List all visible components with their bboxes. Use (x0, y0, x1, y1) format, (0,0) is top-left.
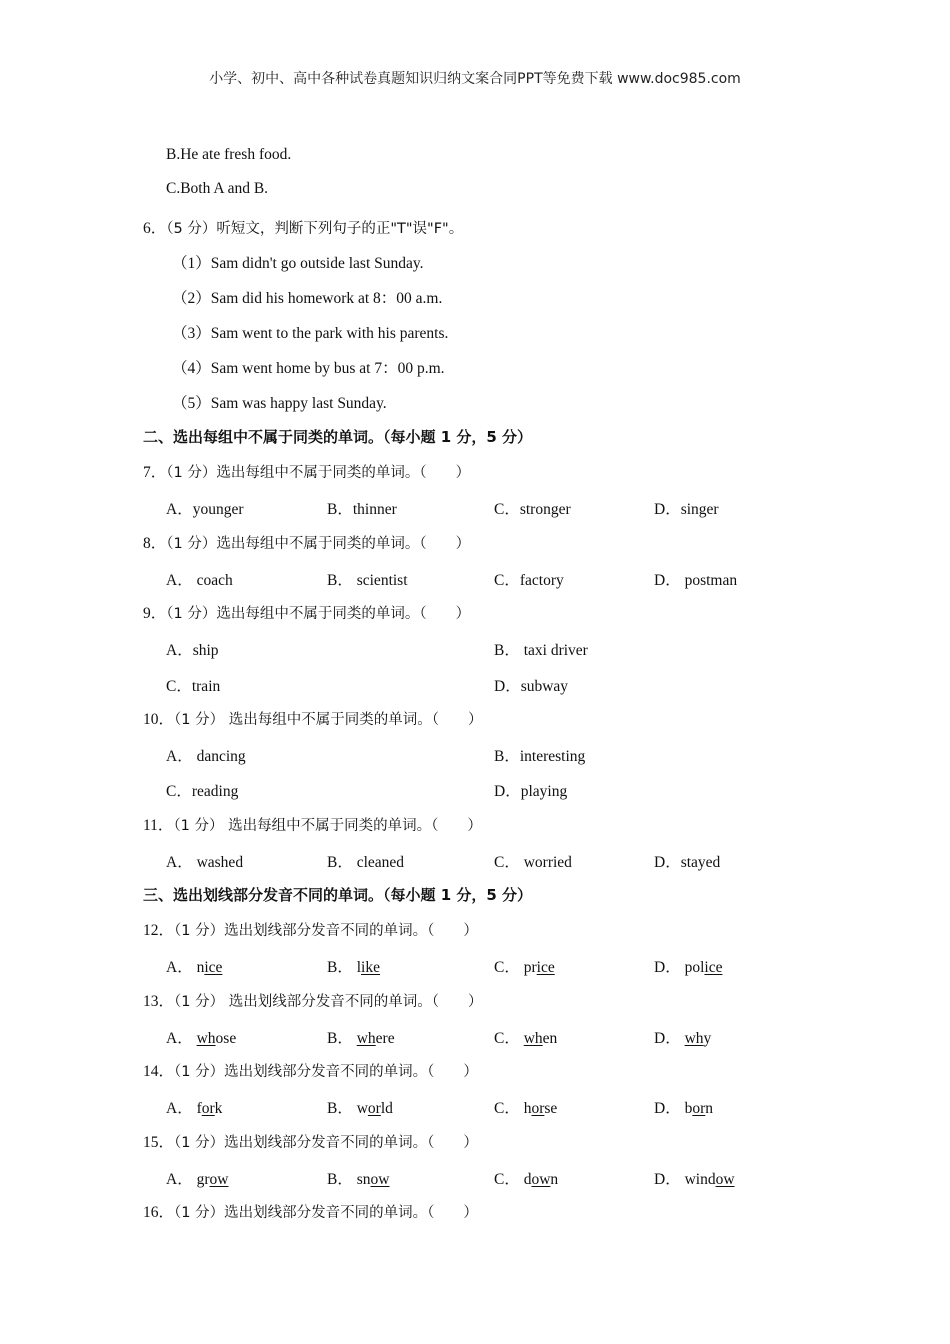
question-number: 9． (143, 605, 167, 622)
option-c: C．stronger (494, 501, 571, 518)
q6-stem (143, 216, 463, 238)
question-number: 13． (143, 993, 175, 1010)
section-2-heading: 二、选出每组中不属于同类的单词。（每小题 1 分，5 分） (143, 428, 533, 446)
option-a: A． washed (166, 854, 244, 871)
option-d: D． born (654, 1100, 713, 1117)
question-11-stem (143, 813, 482, 835)
question-text: （1 分）选出划线部分发音不同的单词。（ ） (174, 1205, 478, 1221)
option-d: D．stayed (654, 854, 721, 871)
option-d: D． postman (654, 572, 738, 589)
option-b: B． like (327, 959, 380, 976)
question-number: 16． (143, 1204, 175, 1221)
option-c: C．factory (494, 572, 564, 589)
option-b: B． snow (327, 1171, 390, 1188)
option-a: A． dancing (166, 748, 246, 765)
option-d: D． window (654, 1171, 735, 1188)
page-header: 小学、初中、高中各种试卷真题知识归纳文案合同PPT等免费下载 www.doc985.com (209, 71, 741, 87)
question-number: 10． (143, 711, 175, 728)
option-c: C． when (494, 1030, 558, 1047)
question-number: 8． (143, 535, 167, 552)
question-text: （1 分） 选出每组中不属于同类的单词。（ ） (174, 712, 483, 728)
option-d: D． why (654, 1030, 712, 1047)
question-8-stem (143, 531, 470, 553)
option-d: D． police (654, 959, 723, 976)
question-number: 14． (143, 1063, 175, 1080)
question-9-stem (143, 601, 470, 623)
option-c: C．train (166, 678, 221, 695)
option-a: A． coach (166, 572, 233, 589)
question-text: （1 分）选出划线部分发音不同的单词。（ ） (174, 1064, 478, 1080)
q6-number: 6． (143, 220, 167, 237)
question-text: （1 分）选出每组中不属于同类的单词。（ ） (166, 606, 471, 622)
section-3-heading: 三、选出划线部分发音不同的单词。（每小题 1 分，5 分） (143, 886, 533, 904)
question-7-stem (143, 460, 470, 482)
option-a: A． nice (166, 959, 223, 976)
q5-option-c: C.Both A and B. (166, 180, 269, 197)
option-c: C． price (494, 959, 555, 976)
question-text: （1 分）选出每组中不属于同类的单词。（ ） (166, 536, 471, 552)
q6-item: （4）Sam went home by bus at 7：00 p.m. (172, 360, 445, 377)
question-16-stem (143, 1200, 478, 1222)
question-text: （1 分） 选出每组中不属于同类的单词。（ ） (173, 818, 482, 834)
question-text: （1 分）选出划线部分发音不同的单词。（ ） (174, 1135, 478, 1151)
option-a: A．younger (166, 501, 244, 518)
q6-item: （2）Sam did his homework at 8：00 a.m. (172, 290, 443, 307)
question-text: （1 分） 选出划线部分发音不同的单词。（ ） (174, 994, 483, 1010)
option-b: B．interesting (494, 748, 586, 765)
option-d: D．playing (494, 783, 568, 800)
option-a: A．ship (166, 642, 219, 659)
question-text: （1 分）选出每组中不属于同类的单词。（ ） (166, 465, 471, 481)
question-number: 12． (143, 922, 175, 939)
option-a: A． fork (166, 1100, 223, 1117)
option-d: D．singer (654, 501, 719, 518)
question-15-stem (143, 1130, 478, 1152)
question-number: 11． (143, 817, 174, 834)
option-d: D．subway (494, 678, 569, 695)
question-number: 15． (143, 1134, 175, 1151)
option-b: B． scientist (327, 572, 408, 589)
q5-option-b: B.He ate fresh food. (166, 146, 292, 163)
q6-item: （5）Sam was happy last Sunday. (172, 395, 387, 412)
option-b: B． taxi driver (494, 642, 588, 659)
option-c: C． horse (494, 1100, 558, 1117)
option-b: B．thinner (327, 501, 397, 518)
option-c: C． worried (494, 854, 572, 871)
option-b: B． cleaned (327, 854, 405, 871)
option-a: A． whose (166, 1030, 237, 1047)
q6-item: （3）Sam went to the park with his parents. (172, 325, 449, 342)
question-13-stem (143, 989, 482, 1011)
option-a: A． grow (166, 1171, 229, 1188)
option-c: C． down (494, 1171, 559, 1188)
question-14-stem (143, 1059, 478, 1081)
q6-item: （1）Sam didn't go outside last Sunday. (172, 255, 424, 272)
question-number: 7． (143, 464, 167, 481)
option-b: B． world (327, 1100, 393, 1117)
question-12-stem (143, 918, 478, 940)
option-c: C．reading (166, 783, 239, 800)
question-text: （1 分）选出划线部分发音不同的单词。（ ） (174, 923, 478, 939)
option-b: B． where (327, 1030, 395, 1047)
q6-text: （5 分）听短文，判断下列句子的正"T"误"F"。 (166, 221, 464, 237)
question-10-stem (143, 707, 482, 729)
